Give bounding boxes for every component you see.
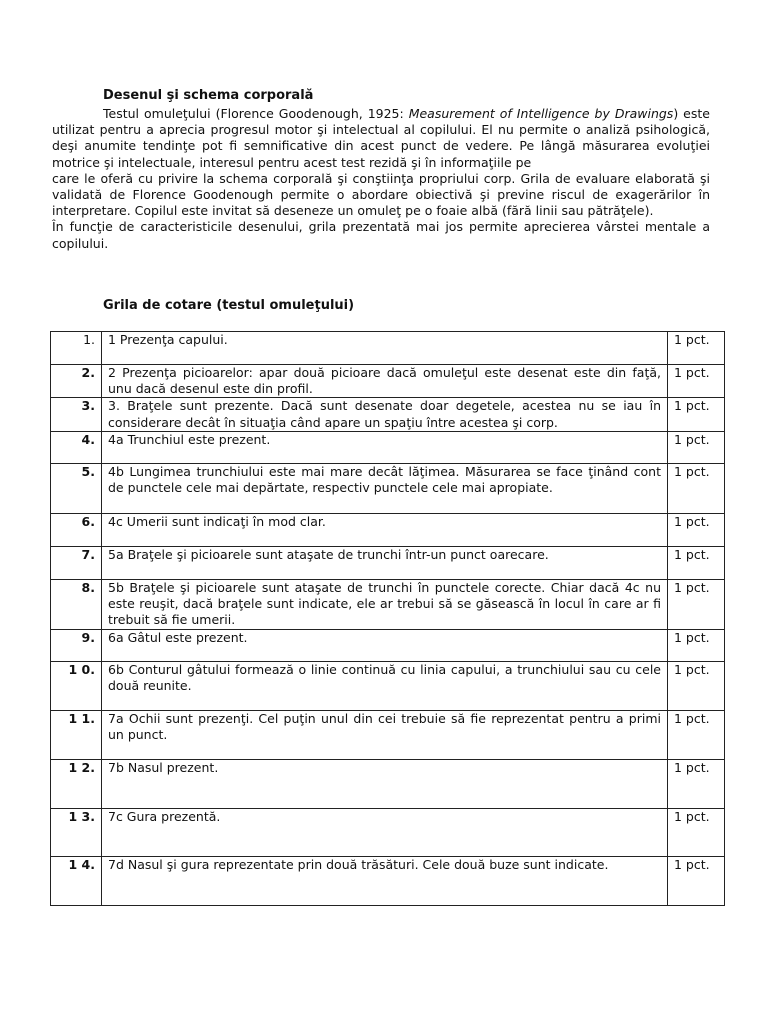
table-row [51,856,725,905]
row-description: 6a Gâtul este prezent. [102,629,668,661]
section-heading: Desenul şi schema corporală [103,88,314,103]
row-points: 1 pct. [668,332,725,365]
row-description: 4c Umerii sunt indicaţi în mod clar. [102,513,668,546]
row-points: 1 pct. [668,808,725,856]
row-description: 4b Lungimea trunchiului este mai mare decât lăţimea. Măsurarea se face ţinând cont de punctele cele mai depărtate, respectiv punctele cele mai apropiate. [102,463,668,513]
row-description: 4a Trunchiul este prezent. [102,431,668,463]
intro-text [52,106,710,252]
table-row [51,463,725,513]
book-title: Measurement of Intelligence by Drawings [408,106,674,121]
row-points: 1 pct. [668,513,725,546]
row-points: 1 pct. [668,546,725,579]
row-number: 3. [51,398,102,431]
row-number: 1 4. [51,856,102,905]
row-description: 5a Braţele şi picioarele sunt ataşate de trunchi într-un punct oarecare. [102,546,668,579]
paragraph-2: care le oferă cu privire la schema corporală şi conştiinţa propriului corp. Grila de evaluare elaborată şi validată de Florence Goodenough permite o abordare obiectivă şi previne riscul de exagerărilor în interpretare. Copilul este invitat să deseneze un omuleţ pe o foaie albă (fără linii sau pătrăţele). [52,170,710,219]
table-row [51,546,725,579]
row-number: 5. [51,463,102,513]
paragraph-1-end: ) este utilizat pentru a aprecia progresul motor şi intelectual al copilului. El nu permite o analiză psihologică, deşi anumite tendinţe pot fi semnificative din acest punct de vedere. Pe lângă măsurarea evoluţiei motrice şi intelectuale, interesul pentru acest test rezidă şi în informaţiile pe [52,106,710,170]
row-number: 9. [51,629,102,661]
table-row [51,629,725,661]
table-row [51,759,725,808]
row-description: 7a Ochii sunt prezenţi. Cel puţin unul din cei trebuie să fie reprezentat pentru a primi un punct. [102,710,668,759]
row-number: 4. [51,431,102,463]
row-number: 6. [51,513,102,546]
row-number: 1. [51,332,102,365]
table-row [51,332,725,365]
row-number: 1 2. [51,759,102,808]
table-row [51,579,725,629]
row-description: 3. Braţele sunt prezente. Dacă sunt desenate doar degetele, acestea nu se iau în considerare decât în situaţia când apare un spaţiu între acestea şi corp. [102,398,668,431]
table-row [51,431,725,463]
paragraph-1-start: Testul omuleţului (Florence Goodenough, 1925: [103,106,409,121]
row-description: 1 Prezenţa capului. [102,332,668,365]
row-points: 1 pct. [668,398,725,431]
row-description: 7b Nasul prezent. [102,759,668,808]
row-points: 1 pct. [668,710,725,759]
row-points: 1 pct. [668,431,725,463]
row-number: 1 0. [51,661,102,710]
row-number: 1 3. [51,808,102,856]
grid-heading: Grila de cotare (testul omuleţului) [103,298,355,313]
paragraph-3: În funcţie de caracteristicile desenului, grila prezentată mai jos permite aprecierea vârstei mentale a copilului. [52,219,710,251]
row-points: 1 pct. [668,579,725,629]
row-points: 1 pct. [668,463,725,513]
row-number: 1 1. [51,710,102,759]
table-row [51,661,725,710]
table-row [51,808,725,856]
row-description: 7d Nasul şi gura reprezentate prin două trăsături. Cele două buze sunt indicate. [102,856,668,905]
paragraph-1 [52,106,710,171]
table-row [51,365,725,398]
row-points: 1 pct. [668,365,725,398]
row-number: 8. [51,579,102,629]
row-description: 5b Braţele şi picioarele sunt ataşate de trunchi în punctele corecte. Chiar dacă 4c nu este reuşit, dacă braţele sunt indicate, ele ar trebui să se găsească în locul în care ar fi trebuit să fie umerii. [102,579,668,629]
row-points: 1 pct. [668,856,725,905]
row-points: 1 pct. [668,661,725,710]
row-points: 1 pct. [668,759,725,808]
table-row [51,710,725,759]
row-description: 7c Gura prezentă. [102,808,668,856]
scoring-table [50,331,725,906]
row-description: 6b Conturul gâtului formează o linie continuă cu linia capului, a trunchiului sau cu cele două reunite. [102,661,668,710]
table-row [51,513,725,546]
row-number: 7. [51,546,102,579]
row-number: 2. [51,365,102,398]
row-description: 2 Prezenţa picioarelor: apar două picioare dacă omuleţul este desenat este din faţă, unu dacă desenul este din profil. [102,365,668,398]
row-points: 1 pct. [668,629,725,661]
table-row [51,398,725,431]
